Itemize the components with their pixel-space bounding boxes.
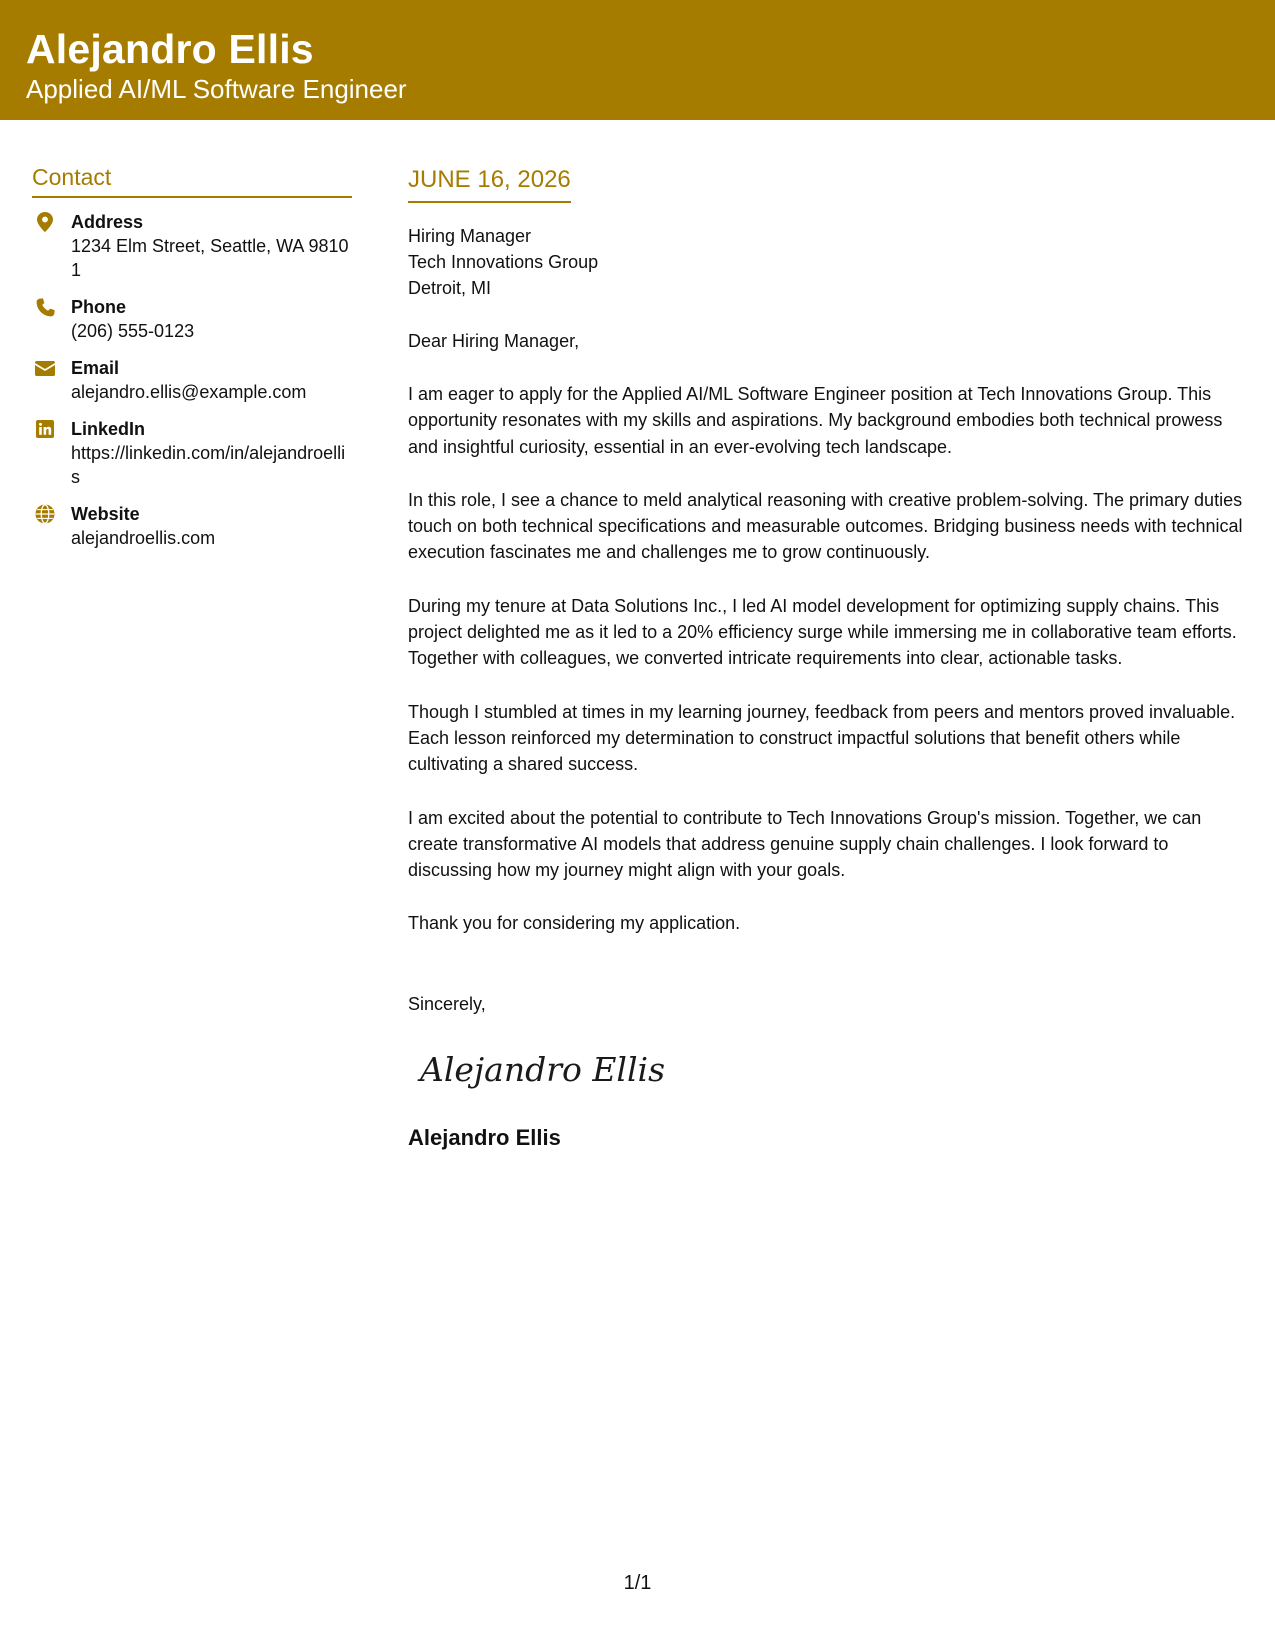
recipient-title: Hiring Manager [408, 226, 532, 246]
contact-label: Address [71, 212, 144, 232]
contact-sidebar [32, 160, 352, 563]
header-banner [0, 0, 1275, 120]
map-pin-icon [34, 211, 56, 233]
letter-paragraph: In this role, I see a chance to meld analytical reasoning with creative problem-solving. The primary duties touch on both technical specifications and measurable outcomes. Bridging business needs with technical execution fascinates me and challenges me to grow continuously. [408, 489, 1243, 563]
letter-paragraph: I am excited about the potential to contribute to Tech Innovations Group's mission. Together, we can create transformative AI models that address genuine supply chain challenges. I look forward to discussing how my journey might align with your goals. [408, 807, 1202, 881]
closing: Sincerely, [408, 993, 486, 1014]
linkedin-value[interactable]: https://linkedin.com/in/alejandroellis [71, 443, 346, 487]
letter-paragraph: Thank you for considering my application. [408, 913, 741, 934]
letter-paragraph: I am eager to apply for the Applied AI/ML Software Engineer position at Tech Innovations Group. This opportunity resonates with my skills and aspirations. My background embodies both technical prowess and insightful curiosity, essential in an ever-evolving tech landscape. [408, 384, 1223, 457]
page-number: 1/1 [623, 1572, 652, 1594]
applicant-name: Alejandro Ellis [26, 26, 314, 72]
contact-item-website [32, 502, 352, 550]
linkedin-icon [34, 418, 56, 440]
letter-paragraph: Though I stumbled at times in my learning journey, feedback from peers and mentors proved invaluable. Each lesson reinforced my determination to construct impactful solutions that benefit others while cultivating a shared success. [408, 701, 1236, 775]
contact-label: LinkedIn [71, 419, 146, 439]
recipient-company: Tech Innovations Group [408, 252, 599, 272]
website-value[interactable]: alejandroellis.com [71, 528, 216, 548]
contact-item-linkedin [32, 417, 352, 489]
phone-icon [34, 296, 56, 318]
letter-body [408, 163, 1253, 1152]
letter-paragraph: During my tenure at Data Solutions Inc., I led AI model development for optimizing supply chains. This project delighted me as it led to a 20% efficiency surge while immersing me in collaborative team efforts. Together with colleagues, we converted intricate requirements into clear, actionable tasks. [408, 595, 1237, 669]
handwritten-signature [416, 1039, 666, 1099]
globe-icon [34, 503, 56, 525]
contact-item-phone [32, 295, 352, 343]
address-value: 1234 Elm Street, Seattle, WA 98101 [71, 236, 349, 280]
email-value[interactable]: alejandro.ellis@example.com [71, 382, 307, 402]
letter-date: JUNE 16, 2026 [408, 163, 571, 203]
contact-label: Website [71, 504, 140, 524]
recipient-location: Detroit, MI [408, 278, 492, 298]
salutation: Dear Hiring Manager, [408, 331, 580, 351]
applicant-role: Applied AI/ML Software Engineer [26, 74, 407, 104]
contact-label: Email [71, 358, 120, 378]
contact-item-email [32, 356, 352, 404]
contact-item-address [32, 210, 352, 282]
contact-list [32, 210, 352, 550]
signature-text: Alejandro Ellis [420, 1049, 666, 1089]
recipient-block [408, 223, 1253, 301]
envelope-icon [34, 357, 56, 379]
contact-label: Phone [71, 297, 127, 317]
phone-value: (206) 555-0123 [71, 321, 195, 341]
contact-section-title: Contact [32, 160, 352, 198]
signed-name: Alejandro Ellis [408, 1124, 561, 1150]
